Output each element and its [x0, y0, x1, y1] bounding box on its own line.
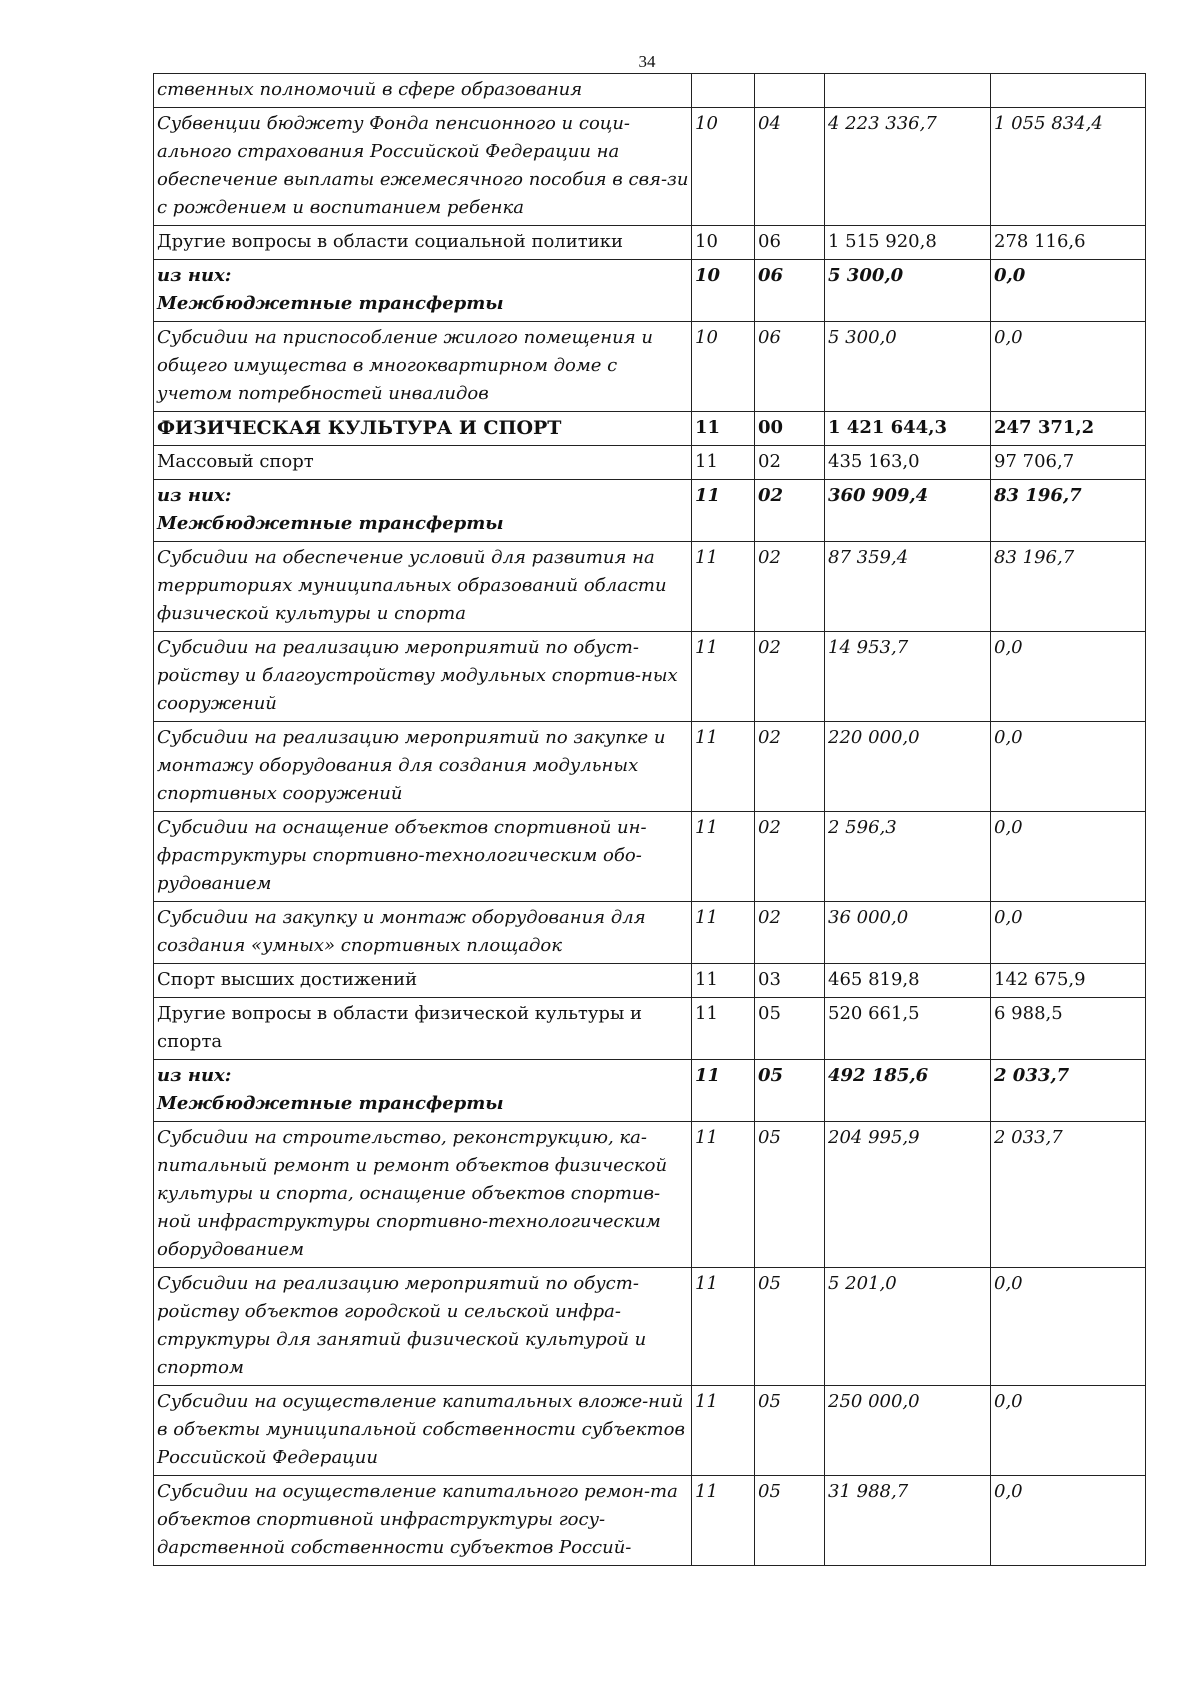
total-amount-cell: 5 300,0 [825, 260, 991, 322]
quarter-amount-cell: 2 033,7 [991, 1122, 1146, 1268]
quarter-amount-cell [991, 74, 1146, 108]
row-name-line: из них: [157, 1065, 232, 1086]
row-name-cell: Субсидии на закупку и монтаж оборудования для создания «умных» спортивных площадок [154, 902, 692, 964]
subsection-code-cell: 05 [755, 1476, 825, 1566]
row-name-cell: Другие вопросы в области социальной политики [154, 226, 692, 260]
total-amount-cell: 2 596,3 [825, 812, 991, 902]
subsection-code-cell: 05 [755, 1060, 825, 1122]
total-amount-cell: 1 421 644,3 [825, 412, 991, 446]
quarter-amount-cell: 0,0 [991, 722, 1146, 812]
subsection-code-cell: 02 [755, 446, 825, 480]
row-name-cell: Субсидии на строительство, реконструкцию, ка-питальный ремонт и ремонт объектов физической культуры и спорта, оснащение объектов спортив-ной инфраструктуры спортивно-технологическим оборудованием [154, 1122, 692, 1268]
total-amount-cell: 5 201,0 [825, 1268, 991, 1386]
table-row [154, 632, 1146, 722]
total-amount-cell: 520 661,5 [825, 998, 991, 1060]
quarter-amount-cell: 247 371,2 [991, 412, 1146, 446]
quarter-amount-cell: 0,0 [991, 902, 1146, 964]
row-name-cell: Субвенции бюджету Фонда пенсионного и соци-ального страхования Российской Федерации на обеспечение выплаты ежемесячного пособия в свя-зи с рождением и воспитанием ребенка [154, 108, 692, 226]
table-row [154, 902, 1146, 964]
total-amount-cell [825, 74, 991, 108]
subsection-code-cell: 03 [755, 964, 825, 998]
row-name-line: из них: [157, 265, 232, 286]
row-name-cell: Массовый спорт [154, 446, 692, 480]
table-row [154, 322, 1146, 412]
section-code-cell: 11 [692, 1386, 755, 1476]
section-code-cell: 11 [692, 812, 755, 902]
table-row [154, 480, 1146, 542]
table-row [154, 260, 1146, 322]
subsection-code-cell: 02 [755, 542, 825, 632]
row-name-cell [154, 1060, 692, 1122]
section-code-cell: 11 [692, 480, 755, 542]
subsection-code-cell: 02 [755, 812, 825, 902]
total-amount-cell: 36 000,0 [825, 902, 991, 964]
row-name-cell: ственных полномочий в сфере образования [154, 74, 692, 108]
table-row [154, 1268, 1146, 1386]
section-code-cell: 11 [692, 998, 755, 1060]
total-amount-cell: 5 300,0 [825, 322, 991, 412]
row-name-cell: Другие вопросы в области физической культуры и спорта [154, 998, 692, 1060]
total-amount-cell: 435 163,0 [825, 446, 991, 480]
quarter-amount-cell: 0,0 [991, 260, 1146, 322]
row-name-cell: Субсидии на оснащение объектов спортивной ин-фраструктуры спортивно-технологическим обо-рудованием [154, 812, 692, 902]
quarter-amount-cell: 2 033,7 [991, 1060, 1146, 1122]
quarter-amount-cell: 278 116,6 [991, 226, 1146, 260]
row-name-line: Межбюджетные трансферты [157, 513, 504, 534]
row-name-cell: Субсидии на реализацию мероприятий по обуст-ройству и благоустройству модульных спортив-ных сооружений [154, 632, 692, 722]
total-amount-cell: 220 000,0 [825, 722, 991, 812]
section-code-cell: 11 [692, 412, 755, 446]
subsection-code-cell [755, 74, 825, 108]
total-amount-cell: 360 909,4 [825, 480, 991, 542]
table-row [154, 1122, 1146, 1268]
page-number: 34 [638, 52, 656, 71]
subsection-code-cell: 05 [755, 1268, 825, 1386]
total-amount-cell: 1 515 920,8 [825, 226, 991, 260]
section-code-cell: 11 [692, 446, 755, 480]
row-name-cell: Субсидии на приспособление жилого помещения и общего имущества в многоквартирном доме с учетом потребностей инвалидов [154, 322, 692, 412]
subsection-code-cell: 05 [755, 1122, 825, 1268]
section-code-cell: 11 [692, 722, 755, 812]
table-row [154, 722, 1146, 812]
row-name-cell: Субсидии на реализацию мероприятий по обуст-ройству объектов городской и сельской инфра-структуры для занятий физической культурой и спортом [154, 1268, 692, 1386]
table-row [154, 1386, 1146, 1476]
table-row [154, 108, 1146, 226]
row-name-line: Межбюджетные трансферты [157, 293, 504, 314]
section-code-cell: 11 [692, 1122, 755, 1268]
budget-table [153, 73, 1146, 1566]
quarter-amount-cell: 0,0 [991, 812, 1146, 902]
subsection-code-cell: 06 [755, 322, 825, 412]
row-name-line: из них: [157, 485, 232, 506]
quarter-amount-cell: 0,0 [991, 632, 1146, 722]
table-row [154, 1476, 1146, 1566]
row-name-cell: ФИЗИЧЕСКАЯ КУЛЬТУРА И СПОРТ [154, 412, 692, 446]
subsection-code-cell: 02 [755, 722, 825, 812]
table-row [154, 964, 1146, 998]
row-name-cell: Субсидии на осуществление капитальных вложе-ний в объекты муниципальной собственности субъектов Российской Федерации [154, 1386, 692, 1476]
subsection-code-cell: 04 [755, 108, 825, 226]
section-code-cell: 11 [692, 542, 755, 632]
quarter-amount-cell: 6 988,5 [991, 998, 1146, 1060]
section-code-cell: 11 [692, 1476, 755, 1566]
subsection-code-cell: 02 [755, 480, 825, 542]
table-row [154, 412, 1146, 446]
section-code-cell [692, 74, 755, 108]
total-amount-cell: 87 359,4 [825, 542, 991, 632]
subsection-code-cell: 06 [755, 226, 825, 260]
subsection-code-cell: 00 [755, 412, 825, 446]
quarter-amount-cell: 0,0 [991, 1476, 1146, 1566]
subsection-code-cell: 02 [755, 632, 825, 722]
row-name-cell: Субсидии на обеспечение условий для развития на территориях муниципальных образований области физической культуры и спорта [154, 542, 692, 632]
quarter-amount-cell: 0,0 [991, 1386, 1146, 1476]
total-amount-cell: 4 223 336,7 [825, 108, 991, 226]
row-name-cell [154, 480, 692, 542]
quarter-amount-cell: 0,0 [991, 1268, 1146, 1386]
section-code-cell: 11 [692, 1268, 755, 1386]
table-row [154, 226, 1146, 260]
total-amount-cell: 250 000,0 [825, 1386, 991, 1476]
section-code-cell: 10 [692, 226, 755, 260]
section-code-cell: 11 [692, 964, 755, 998]
quarter-amount-cell: 83 196,7 [991, 480, 1146, 542]
table-row [154, 1060, 1146, 1122]
section-code-cell: 10 [692, 260, 755, 322]
quarter-amount-cell: 97 706,7 [991, 446, 1146, 480]
subsection-code-cell: 05 [755, 1386, 825, 1476]
total-amount-cell: 492 185,6 [825, 1060, 991, 1122]
total-amount-cell: 14 953,7 [825, 632, 991, 722]
table-row [154, 542, 1146, 632]
quarter-amount-cell: 1 055 834,4 [991, 108, 1146, 226]
row-name-cell: Субсидии на осуществление капитального ремон-та объектов спортивной инфраструктуры госу-дарственной собственности субъектов Россий- [154, 1476, 692, 1566]
quarter-amount-cell: 83 196,7 [991, 542, 1146, 632]
section-code-cell: 10 [692, 108, 755, 226]
table-row [154, 446, 1146, 480]
quarter-amount-cell: 142 675,9 [991, 964, 1146, 998]
total-amount-cell: 465 819,8 [825, 964, 991, 998]
total-amount-cell: 31 988,7 [825, 1476, 991, 1566]
subsection-code-cell: 02 [755, 902, 825, 964]
row-name-line: Межбюджетные трансферты [157, 1093, 504, 1114]
quarter-amount-cell: 0,0 [991, 322, 1146, 412]
section-code-cell: 10 [692, 322, 755, 412]
row-name-cell [154, 260, 692, 322]
section-code-cell: 11 [692, 902, 755, 964]
table-row [154, 812, 1146, 902]
table-row [154, 74, 1146, 108]
subsection-code-cell: 06 [755, 260, 825, 322]
table-row [154, 998, 1146, 1060]
row-name-cell: Субсидии на реализацию мероприятий по закупке и монтажу оборудования для создания модульных спортивных сооружений [154, 722, 692, 812]
section-code-cell: 11 [692, 1060, 755, 1122]
row-name-cell: Спорт высших достижений [154, 964, 692, 998]
subsection-code-cell: 05 [755, 998, 825, 1060]
section-code-cell: 11 [692, 632, 755, 722]
total-amount-cell: 204 995,9 [825, 1122, 991, 1268]
